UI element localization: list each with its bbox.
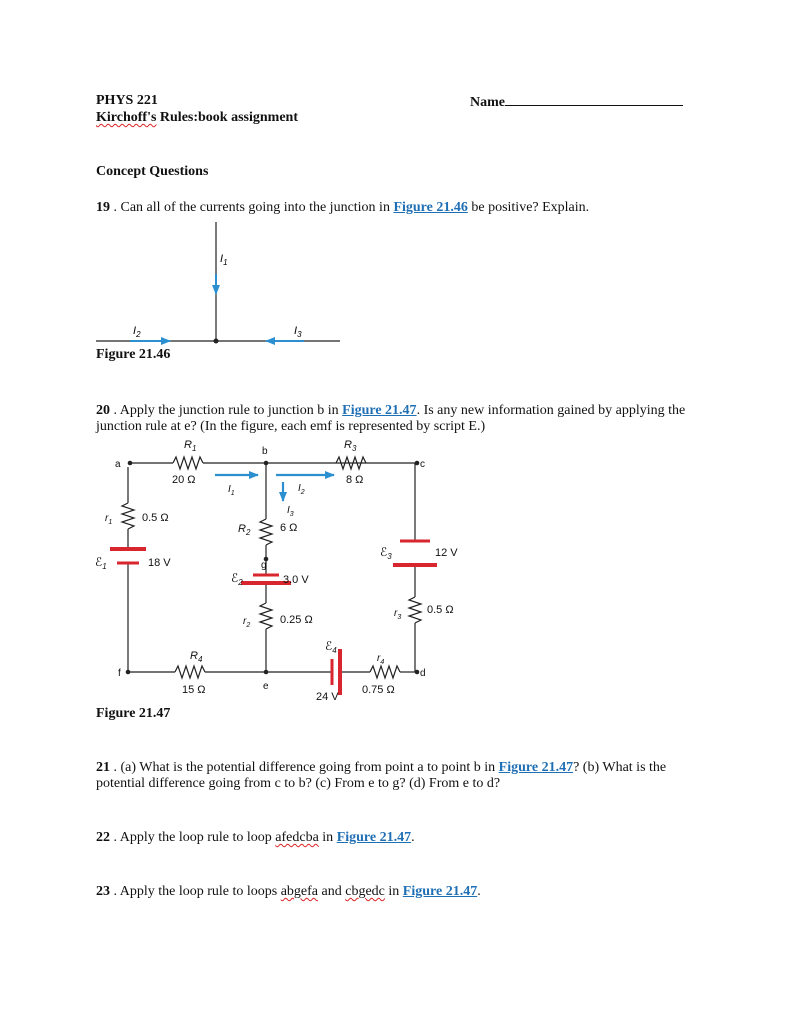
emf4-label: ℰ$_4$ — [325, 639, 337, 655]
r3-label: $R_3$ — [344, 439, 357, 453]
r4-value: 15 Ω — [182, 684, 206, 696]
question-text-end: be positive? Explain. — [467, 200, 590, 215]
emf3-value: 12 V — [435, 547, 458, 559]
emf4-value: 24 V — [316, 691, 339, 703]
question-number: 19 — [96, 200, 110, 215]
question-text-mid: in — [318, 830, 337, 845]
r3-value: 8 Ω — [346, 474, 364, 486]
section-title: Concept Questions — [96, 164, 209, 179]
question-number: 22 — [96, 830, 110, 845]
emf1-label: ℰ$_1$ — [95, 555, 107, 571]
node-a: a — [115, 459, 121, 470]
question-text-mid: and — [318, 884, 346, 899]
question-text-end: . Is any new information gained by applying the junction rule at e? (In the figure, each emf is represented by script E.) — [96, 403, 686, 434]
question-number: 23 — [96, 884, 110, 899]
label-i3: $I_3$ — [294, 325, 302, 339]
question-text: . Apply the loop rule to loops — [110, 884, 281, 899]
junction-dot — [214, 339, 219, 344]
question-text: . Apply the loop rule to loop — [110, 830, 276, 845]
node-f: f — [118, 668, 121, 679]
loop-name: afedcba — [275, 830, 319, 845]
assignment-title — [96, 110, 298, 126]
current-i1-label: $I_1$ — [228, 484, 235, 497]
current-i3-label: $I_3$ — [287, 505, 294, 518]
node-d: d — [420, 668, 426, 679]
node-b: b — [262, 446, 268, 457]
question-number: 20 — [96, 403, 110, 418]
r4-label: $R_4$ — [190, 650, 203, 664]
emf1-value: 18 V — [148, 557, 171, 569]
title-misspelled-word: Kirchoff's — [96, 110, 157, 125]
node-g: g — [261, 560, 267, 571]
current-i2-label: $I_2$ — [298, 483, 305, 496]
question-20 — [96, 403, 696, 435]
int-r2-value: 0.25 Ω — [280, 614, 313, 626]
question-21 — [96, 760, 701, 792]
figure-link[interactable]: Figure 21.47 — [342, 403, 417, 418]
r1-value: 20 Ω — [172, 474, 196, 486]
node-e: e — [263, 681, 269, 692]
question-22 — [96, 830, 696, 846]
r2-label: $R_2$ — [238, 523, 251, 537]
question-text: . Apply the junction rule to junction b in — [110, 403, 343, 418]
loop-name-2: cbgedc — [345, 884, 385, 899]
question-text-end: . — [477, 884, 481, 899]
question-text: . (a) What is the potential difference going from point a to point b in — [110, 760, 499, 775]
int-r1-label: $r_1$ — [105, 513, 113, 526]
question-23 — [96, 884, 696, 900]
title-rest: Rules:book assignment — [156, 110, 298, 125]
loop-name-1: abgefa — [280, 884, 319, 899]
emf2-value: 3.0 V — [283, 574, 309, 586]
question-text-end: . — [411, 830, 415, 845]
question-number: 21 — [96, 760, 110, 775]
name-field[interactable] — [470, 93, 683, 111]
figure-21-47-caption: Figure 21.47 — [96, 706, 171, 721]
name-blank-line[interactable] — [505, 93, 683, 106]
figure-link[interactable]: Figure 21.46 — [393, 200, 468, 215]
figure-link[interactable]: Figure 21.47 — [402, 884, 478, 899]
figure-21-47-circuit — [90, 435, 470, 710]
label-i2: $I_2$ — [133, 325, 141, 339]
course-code: PHYS 221 — [96, 93, 158, 108]
node-c: c — [420, 459, 425, 470]
int-r3-label: $r_3$ — [394, 608, 402, 621]
emf3-label: ℰ$_3$ — [380, 545, 392, 561]
int-r3-value: 0.5 Ω — [427, 604, 454, 616]
int-r4-value: 0.75 Ω — [362, 684, 395, 696]
int-r1-value: 0.5 Ω — [142, 512, 169, 524]
question-text-end: ? (b) What is the potential difference going from c to b? (c) From e to g? (d) From e to d? — [96, 760, 667, 791]
figure-link[interactable]: Figure 21.47 — [336, 830, 412, 845]
figure-21-46-caption: Figure 21.46 — [96, 347, 171, 362]
question-text: . Can all of the currents going into the junction in — [110, 200, 394, 215]
r1-label: $R_1$ — [184, 439, 197, 453]
figure-link[interactable]: Figure 21.47 — [498, 760, 574, 775]
label-i1: $I_1$ — [220, 253, 228, 267]
int-r2-label: $r_2$ — [243, 616, 251, 629]
emf2-label: ℰ$_2$ — [231, 571, 243, 587]
question-19 — [96, 200, 696, 216]
name-label: Name — [470, 95, 505, 110]
figure-21-46-diagram — [90, 222, 360, 352]
question-text-mid2: in — [384, 884, 403, 899]
r2-value: 6 Ω — [280, 522, 298, 534]
int-r4-label: $r_4$ — [377, 653, 385, 666]
